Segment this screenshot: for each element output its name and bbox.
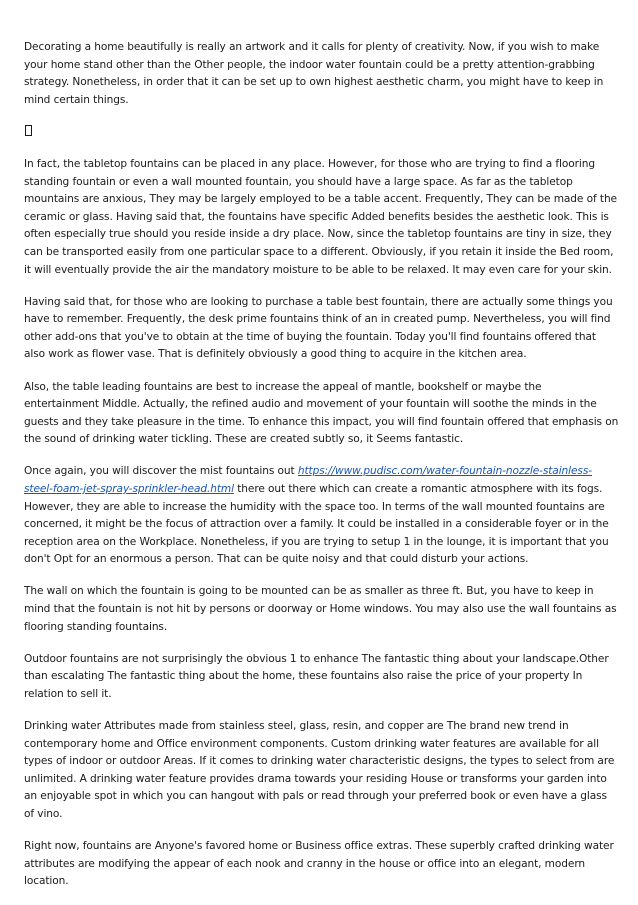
paragraph-favored-extras: Right now, fountains are Anyone's favored home or Business office extras. These superbly crafted drinking water attributes are modifying the appear of each nook and cranny in the house or office into an elegant, modern location. bbox=[24, 840, 614, 888]
paragraph-materials: Drinking water Attributes made from stainless steel, glass, resin, and copper are The brand new trend in contemporary home and Office environment components. Custom drinking water features are available for all types of indoor or outdoor Areas. If it comes to drinking water characteristic designs, the types to select from are unlimited. A drinking water feature provides drama towards your residing House or transforms your garden into an enjoyable spot in which you can hangout with pals or read through your preferred book or even have a glass of vino. bbox=[24, 720, 615, 820]
missing-glyph-box-icon bbox=[25, 125, 32, 136]
fountain-nozzle-link[interactable]: https://www.pudisc.com/water-fountain-nozzle-stainless-steel-foam-jet-spray-sprinkler-head.html bbox=[24, 465, 592, 495]
paragraph-intro: Decorating a home beautifully is really an artwork and it calls for plenty of creativity. Now, if you wish to make your home stand other than the Other people, the indoor water fountain could be a pretty attention-grabbing strategy. Nonetheless, in order that it can be set up to own highest aesthetic charm, you might have to keep in mind certain things. bbox=[24, 41, 604, 106]
paragraph-mist-text-before: Once again, you will discover the mist fountains out bbox=[24, 465, 298, 478]
paragraph-missing-glyph bbox=[24, 124, 619, 142]
document-body bbox=[24, 39, 619, 905]
paragraph-purchase: Having said that, for those who are looking to purchase a table best fountain, there are actually some things you have to remember. Frequently, the desk prime fountains think of an in created pump. Nevertheless, you will find other add-ons that you've to obtain at the time of buying the fountain. Today you'll find fountains offered that also work as flower vase. That is definitely obviously a good thing to acquire in the kitchen area. bbox=[24, 295, 613, 361]
paragraph-outdoor: Outdoor fountains are not surprisingly the obvious 1 to enhance The fantastic thing about your landscape.Other than escalating The fantastic thing about the home, these fountains also raise the price of your property In relation to sell it. bbox=[24, 652, 609, 700]
paragraph-appeal: Also, the table leading fountains are best to increase the appeal of mantle, bookshelf or maybe the entertainment Middle. Actually, the refined audio and movement of your fountain will soothe the minds in the guests and they take pleasure in the time. To enhance this impact, you will find fountain offered that emphasis on the sound of drinking water tickling. These are created subtly so, it Seems fantastic. bbox=[24, 380, 619, 446]
paragraph-tabletop: In fact, the tabletop fountains can be placed in any place. However, for those who are trying to find a flooring standing fountain or even a wall mounted fountain, you should have a large space. As far as the tabletop mountains are anxious, They may be largely employed to be a table accent. Frequently, They can be made of the ceramic or glass. Having said that, the fountains have specific Added benefits besides the aesthetic look. This is often especially true should you reside inside a dry place. Now, since the tabletop fountains are tiny in size, they can be transported easily from one particular space to a different. Obviously, if you retain it inside the Bed room, it will eventually provide the air the mandatory moisture to be able to be relaxed. It may even care for your skin. bbox=[24, 157, 617, 276]
paragraph-mist-fountains bbox=[24, 463, 619, 569]
paragraph-wall-mount: The wall on which the fountain is going to be mounted can be as smaller as three ft. But, you have to keep in mind that the fountain is not hit by persons or doorway or Home windows. You may also use the wall fountains as flooring standing fountains. bbox=[24, 585, 617, 633]
paragraph-mist-text-after: there out there which can create a romantic atmosphere with its fogs. However, they are able to increase the humidity with the space too. In terms of the wall mounted fountains are concerned, it might be the focus of attraction over a family. It could be installed in a considerable foyer or in the reception area on the Workplace. Nonetheless, if you are trying to setup 1 in the lounge, it is important that you don't Opt for an enormous a person. That can be quite noisy and that could disturb your actions. bbox=[24, 482, 609, 566]
